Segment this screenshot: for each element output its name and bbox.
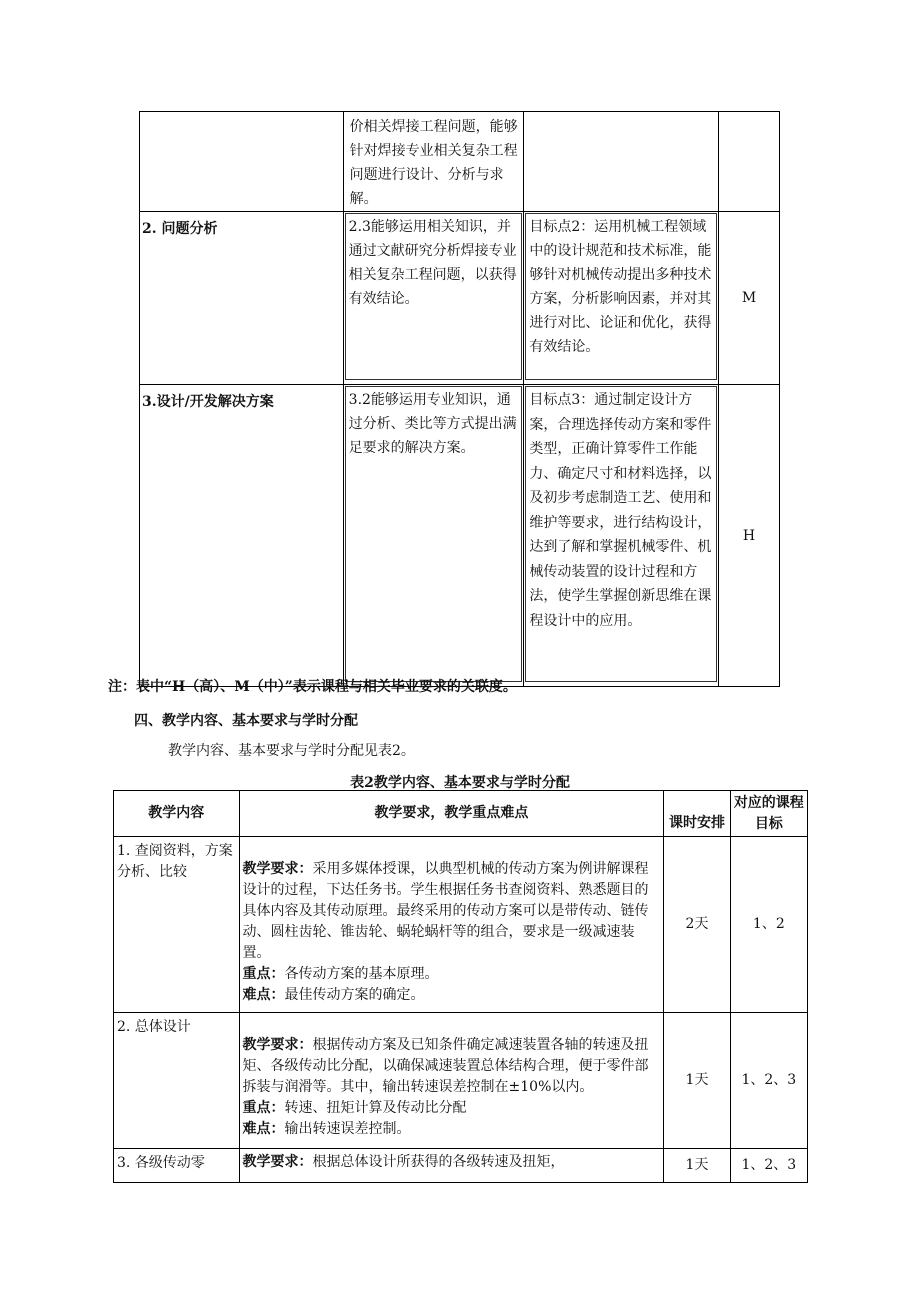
hours-cell: 2天 [664, 837, 730, 1013]
requirement-text: 教学要求：根据总体设计所获得的各级转速及扭矩， [242, 1154, 565, 1170]
hours-cell: 1天 [664, 1013, 730, 1149]
goal-cell: 目标点2：运用机械工程领域中的设计规范和技术标准，能够针对机械传动提出多种技术方案，分析影响因素，并对其进行对比、论证和优化，获得有效结论。 [524, 212, 719, 385]
difficulty: 难点：输出转速误差控制。 [242, 1121, 411, 1137]
table-row [140, 212, 780, 385]
requirement-cell: 2. 问题分析 [140, 212, 344, 385]
table-row [140, 112, 780, 212]
table-row [114, 1149, 808, 1183]
content-cell: 2. 总体设计 [114, 1013, 240, 1149]
header-content: 教学内容 [114, 791, 240, 837]
requirements-mapping-table [139, 111, 780, 687]
header-hours: 课时安排 [664, 791, 730, 837]
content-cell: 1. 查阅资料，方案分析、比较 [114, 837, 240, 1013]
requirements-cell [239, 837, 664, 1013]
goals-cell: 1、2、3 [730, 1149, 807, 1183]
level-cell [719, 112, 780, 212]
indicator-cell: 3.2能够运用专业知识，通过分析、类比等方式提出满足要求的解决方案。 [343, 385, 524, 687]
table-note: 注：表中“H（高）、M（中）”表示课程与相关毕业要求的关联度。 [108, 679, 517, 695]
header-goals: 对应的课程目标 [730, 791, 807, 837]
indicator-cell: 价相关焊接工程问题，能够针对焊接专业相关复杂工程问题进行设计、分析与求解。 [343, 112, 524, 212]
requirement-cell: 3.设计/开发解决方案 [140, 385, 344, 687]
level-cell: M [719, 212, 780, 385]
requirement-cell [140, 112, 344, 212]
goals-cell: 1、2、3 [730, 1013, 807, 1149]
requirements-cell [239, 1149, 664, 1183]
goal-cell: 目标点3：通过制定设计方案，合理选择传动方案和零件类型，正确计算零件工作能力、确定尺寸和材料选择，以及初步考虑制造工艺、使用和维护等要求，进行结构设计，达到了解和掌握机械零件、机械传动装置的设计过程和方法，使学生掌握创新思维在课程设计中的应用。 [524, 385, 719, 687]
requirement-text: 教学要求：采用多媒体授课，以典型机械的传动方案为例讲解课程设计的过程，下达任务书。学生根据任务书查阅资料、熟悉题目的具体内容及其传动原理。最终采用的传动方案可以是带传动、链传动、圆柱齿轮、锥齿轮、蜗轮蜗杆等的组合，要求是一级减速装置。 [242, 861, 649, 961]
requirements-cell [239, 1013, 664, 1149]
goal-cell [524, 112, 719, 212]
key-point: 重点：转速、扭矩计算及传动比分配 [242, 1100, 467, 1116]
table-row [114, 1013, 808, 1149]
header-requirements: 教学要求，教学重点难点 [239, 791, 664, 837]
indicator-cell: 2.3能够运用相关知识，并通过文献研究分析焊接专业相关复杂工程问题，以获得有效结论。 [343, 212, 524, 385]
table-row [114, 837, 808, 1013]
table-row [140, 385, 780, 687]
requirement-text: 教学要求：根据传动方案及已知条件确定减速装置各轴的转速及扭矩、各级传动比分配，以确保减速装置总体结构合理，便于零件部拆装与润滑等。其中，输出转速误差控制在±10%以内。 [242, 1037, 649, 1095]
goals-cell: 1、2 [730, 837, 807, 1013]
level-cell: H [719, 385, 780, 687]
section-paragraph: 教学内容、基本要求与学时分配见表2。 [168, 743, 415, 759]
difficulty: 难点：最佳传动方案的确定。 [242, 987, 425, 1003]
header-row [114, 791, 808, 837]
table-caption: 表2教学内容、基本要求与学时分配 [350, 775, 570, 791]
key-point: 重点：各传动方案的基本原理。 [242, 966, 439, 982]
section-heading: 四、教学内容、基本要求与学时分配 [134, 713, 358, 729]
hours-cell: 1天 [664, 1149, 730, 1183]
teaching-content-table [113, 790, 808, 1183]
content-cell: 3. 各级传动零 [114, 1149, 240, 1183]
